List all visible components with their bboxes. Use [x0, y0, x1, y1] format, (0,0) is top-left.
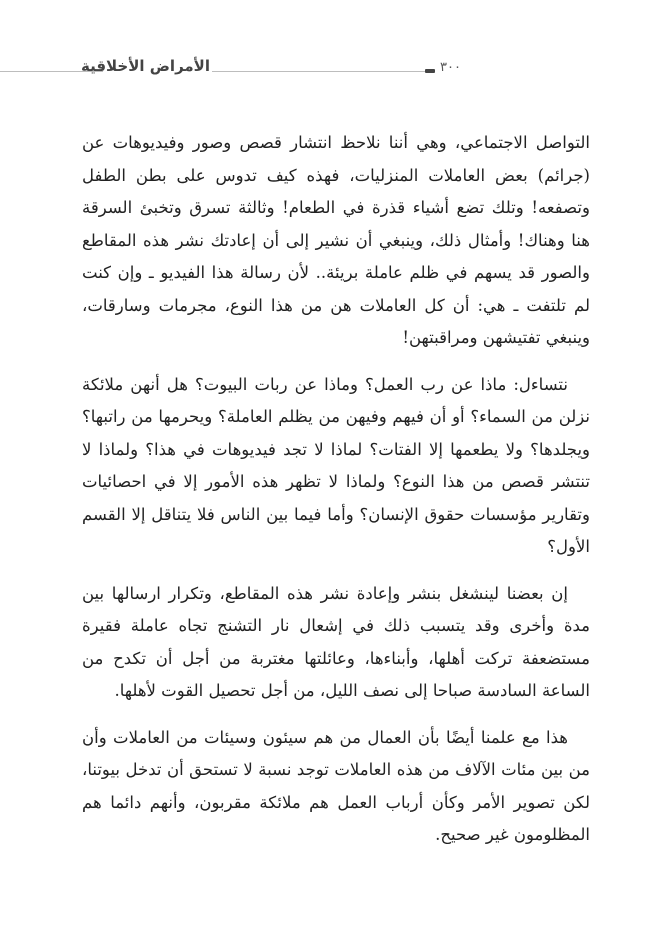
header-dash — [425, 69, 435, 73]
header-rule-middle — [212, 71, 425, 72]
paragraph-4: هذا مع علمنا أيضًا بأن العمال من هم سيئون وسيئات من العاملات وأن من بين مئات الآلاف من هذه العاملات توجد نسبة لا تستحق أن تدخل بيوتنا، لكن تصوير الأمر وكأن أرباب العمل هم ملائكة مقربون، وأنهم دائما هم المظلومون غير صحيح. — [82, 727, 590, 844]
page-body — [82, 127, 590, 866]
paragraph-3: إن بعضنا لينشغل بنشر وإعادة نشر هذه المقاطع، وتكرار ارسالها بين مدة وأخرى وقد يتسبب ذلك في إشعال نار التشنج تجاه عاملة فقيرة مستضعفة تركت أهلها، وأبناءها، وعائلتها مغتربة من أجل أن تكدح من الساعة السادسة صباحا إلى نصف الليل، من أجل تحصيل القوت لأهلها. — [82, 583, 590, 700]
page-header — [0, 55, 669, 85]
paragraph-1: التواصل الاجتماعي، وهي أننا نلاحظ انتشار قصص وصور وفيديوهات عن (جرائم) بعض العاملات المنزليات، فهذه كيف تدوس على بطن الطفل وتصفعه! وتلك تضع أشياء قذرة في الطعام! وثالثة تسرق وتخبئ السرقة هنا وهناك! وأمثال ذلك، وينبغي أن نشير إلى أن إعادتك نشر هذه المقاطع والصور قد يسهم في ظلم عاملة بريئة.. لأن رسالة هذا الفيديو ـ وإن كنت لم تلتفت ـ هي: أن كل العاملات هن من هذا النوع، مجرمات وسارقات، وينبغي تفتيشهن ومراقبتهن! — [82, 133, 590, 347]
paragraph-2: نتساءل: ماذا عن رب العمل؟ وماذا عن ربات البيوت؟ هل أنهن ملائكة نزلن من السماء؟ أو أن فيهم وفيهن من يظلم العاملة؟ ويحرمها من راتبها؟ ويجلدها؟ ولا يطعمها إلا الفتات؟ لماذا لا تجد فيديوهات في هذا؟ ولماذا لا تنتشر قصص من هذا النوع؟ ولماذا لا تظهر هذه الأمور إلا في احصائيات وتقارير مؤسسات حقوق الإنسان؟ وأما فيما بين الناس فلا يتناقل إلا القسم الأول؟ — [82, 374, 590, 556]
running-title: الأمراض الأخلاقية — [80, 57, 210, 75]
page-number: ٣٠٠ — [440, 60, 461, 75]
